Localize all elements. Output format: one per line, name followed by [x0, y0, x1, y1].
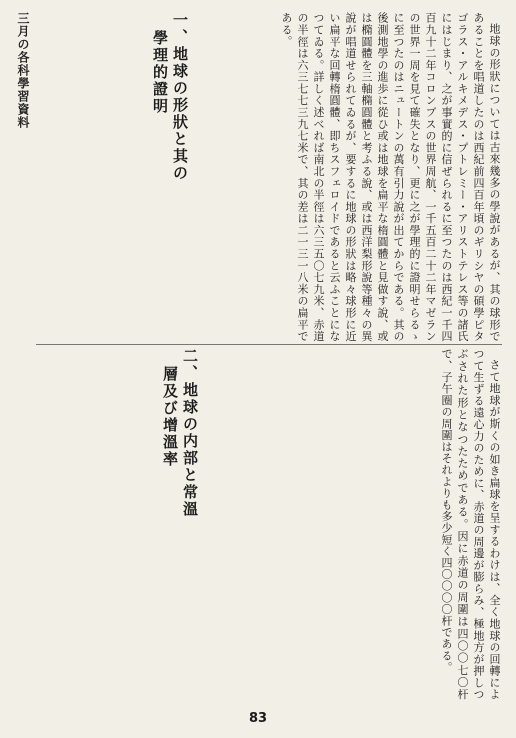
upper-half	[36, 12, 502, 342]
section1-number: 一、	[171, 12, 189, 46]
section1-title-line2: 學理的證明	[151, 30, 169, 115]
section1-heading	[150, 12, 190, 342]
section2-heading	[160, 348, 200, 700]
running-head: 三月の各科學習資料	[16, 12, 30, 129]
horizontal-rule	[36, 344, 502, 345]
section1-conclusion-column	[202, 348, 502, 700]
section2-number: 二、	[181, 348, 199, 382]
section2-title-line2: 層及び增溫率	[161, 366, 179, 468]
section2-title-line1: 地球の内部と常溫	[181, 382, 199, 518]
page-number: 83	[248, 711, 268, 726]
lower-half	[36, 348, 502, 700]
section1-paragraph-1: 地球の形狀については古來幾多の學說があるが、其の球形であることを唱道したのは西紀前四百年頃のギリシヤの碩學ピタゴラス・アルキメデス・プトレミー・アリストテレス等の諸氏にはじまり、之が事實的に信ぜられるに至つたのは西紀一千四百九十二年コロンブスの世界周航、一千五百二十二年マゼランの世界一周を見て確失となり、更に之が學理的に證明せらるゝに至つたのはニュートンの萬有引力說が出てからである。其の後測地學の進歩に從ひ或は地球を扁平な楕圓體と見做す說、或は橢圓體を三軸橢圓體と考ふる說、或は西洋梨形說等種々の異說が唱道せられてゐるが、要するに地球の形狀は略々球形に近い扁平な回轉楕圓體、即ちスフェロイドであると云ふことになつてゐる。詳しく述べれば南北の半徑は六三五〇七九米、赤道の半徑は六三七七三九七米で、其の差は二一三一八米の扁平である。	[280, 12, 501, 342]
section1-intro-column	[192, 12, 502, 342]
section1-title-line1: 地球の形狀と其の	[171, 46, 189, 182]
section1-paragraph-3: さて地球が斯くの如き扁球を呈するわけは、全く地球の回轉によつて生ずる遠心力のために、赤道の周邊が膨らみ、極地方が押しつぶされた形となつたためである。因に赤道の周圍は四〇〇七〇杆で、子午圈の周圍はそれよりも多少短く四〇〇〇〇杆である。	[440, 348, 501, 700]
